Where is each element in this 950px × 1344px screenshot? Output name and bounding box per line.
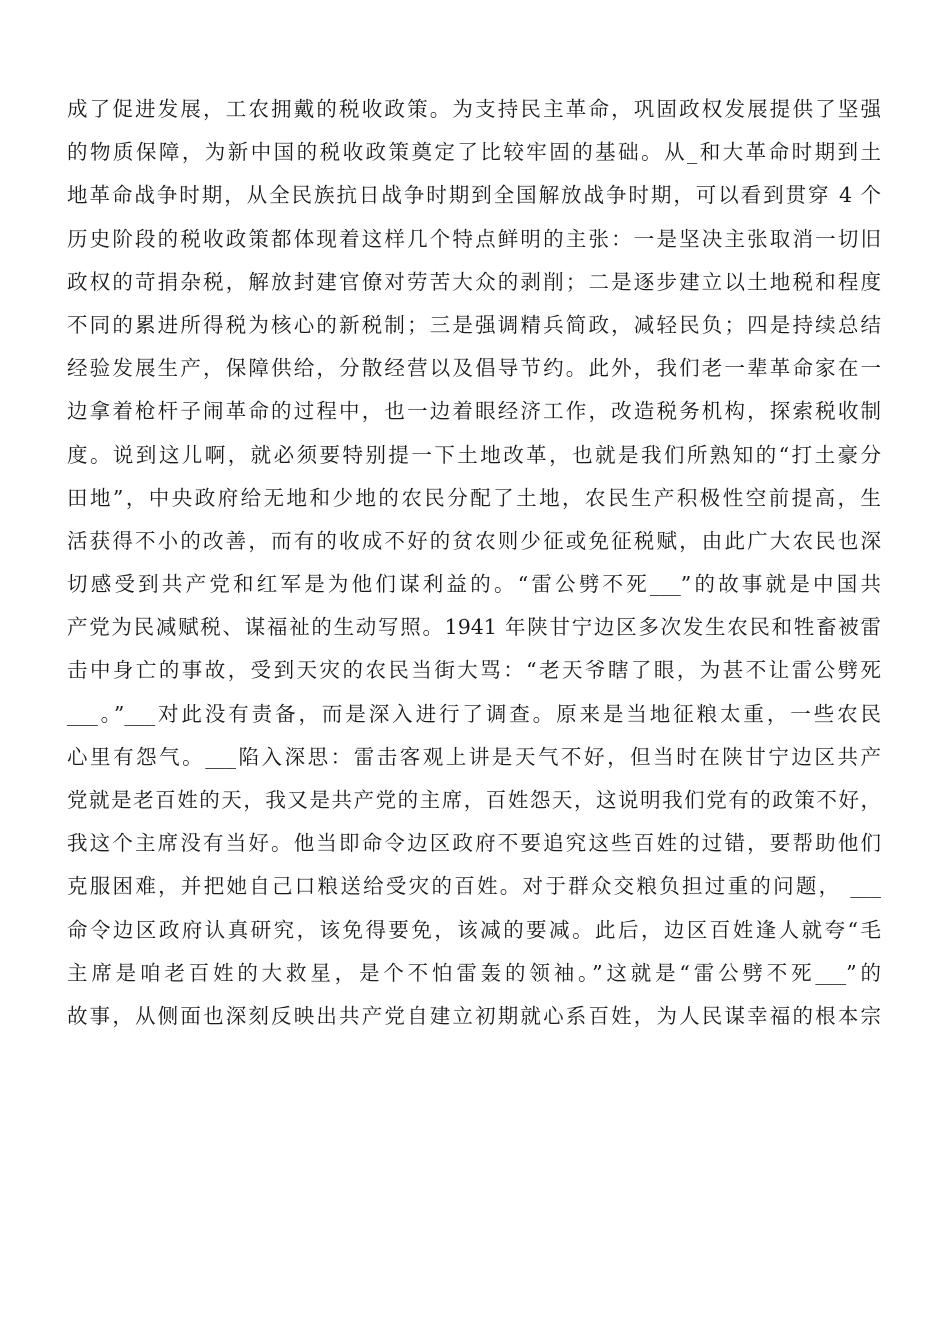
text-line: 击中身亡的事故，受到天灾的农民当街大骂：“老天爷瞎了眼，为甚不让雷公劈死 xyxy=(67,658,881,683)
text-line: 心里有怨气。___陷入深思：雷击客观上讲是天气不好，但当时在陕甘宁边区共产 xyxy=(67,744,881,769)
text-line: 不同的累进所得税为核心的新税制；三是强调精兵简政，减轻民负；四是持续总结 xyxy=(67,312,881,337)
text-line: 我这个主席没有当好。他当即命令边区政府不要追究这些百姓的过错，要帮助他们 xyxy=(67,831,881,856)
text-line: 切感受到共产党和红军是为他们谋利益的。“雷公劈不死___”的故事就是中国共 xyxy=(67,572,881,597)
text-line: 地革命战争时期，从全民族抗日战争时期到全国解放战争时期，可以看到贯穿 4 个 xyxy=(67,183,881,208)
text-line: 成了促进发展，工农拥戴的税收政策。为支持民主革命，巩固政权发展提供了坚强 xyxy=(67,97,881,121)
text-line: 活获得不小的改善，而有的收成不好的贫农则少征或免征税赋，由此广大农民也深 xyxy=(67,528,881,553)
text-line: 度。说到这儿啊，就必须要特别提一下土地改革，也就是我们所熟知的“打土豪分 xyxy=(67,442,881,467)
text-line: 命令边区政府认真研究，该免得要免，该减的要减。此后，边区百姓逢人就夸“毛 xyxy=(67,917,881,942)
text-line: 主席是咱老百姓的大救星，是个不怕雷轰的领袖。”这就是“雷公劈不死___”的 xyxy=(67,960,881,985)
text-line: 政权的苛捐杂税，解放封建官僚对劳苦大众的剥削；二是逐步建立以土地税和程度 xyxy=(67,269,881,294)
text-line: 经验发展生产，保障供给，分散经营以及倡导节约。此外，我们老一辈革命家在一 xyxy=(67,356,881,381)
text-line: 的物质保障，为新中国的税收政策奠定了比较牢固的基础。从_和大革命时期到土 xyxy=(67,140,881,165)
text-line: 田地”，中央政府给无地和少地的农民分配了土地，农民生产积极性空前提高，生 xyxy=(67,485,881,510)
text-line: ___。”___对此没有责备，而是深入进行了调查。原来是当地征粮太重，一些农民 xyxy=(67,701,881,726)
text-line: 历史阶段的税收政策都体现着这样几个特点鲜明的主张：一是坚决主张取消一切旧 xyxy=(67,226,881,251)
document-body xyxy=(67,88,881,1038)
text-line: 边拿着枪杆子闹革命的过程中，也一边着眼经济工作，改造税务机构，探索税收制 xyxy=(67,399,881,424)
text-line: 党就是老百姓的天，我又是共产党的主席，百姓怨天，这说明我们党有的政策不好， xyxy=(67,788,881,812)
text-line: 故事，从侧面也深刻反映出共产党自建立初期就心系百姓，为人民谋幸福的根本宗 xyxy=(67,1003,881,1028)
text-line: 产党为民减赋税、谋福祉的生动写照。1941 年陕甘宁边区多次发生农民和牲畜被雷 xyxy=(67,615,881,640)
text-line: 克服困难，并把她自己口粮送给受灾的百姓。对于群众交粮负担过重的问题， ___ xyxy=(67,874,881,899)
